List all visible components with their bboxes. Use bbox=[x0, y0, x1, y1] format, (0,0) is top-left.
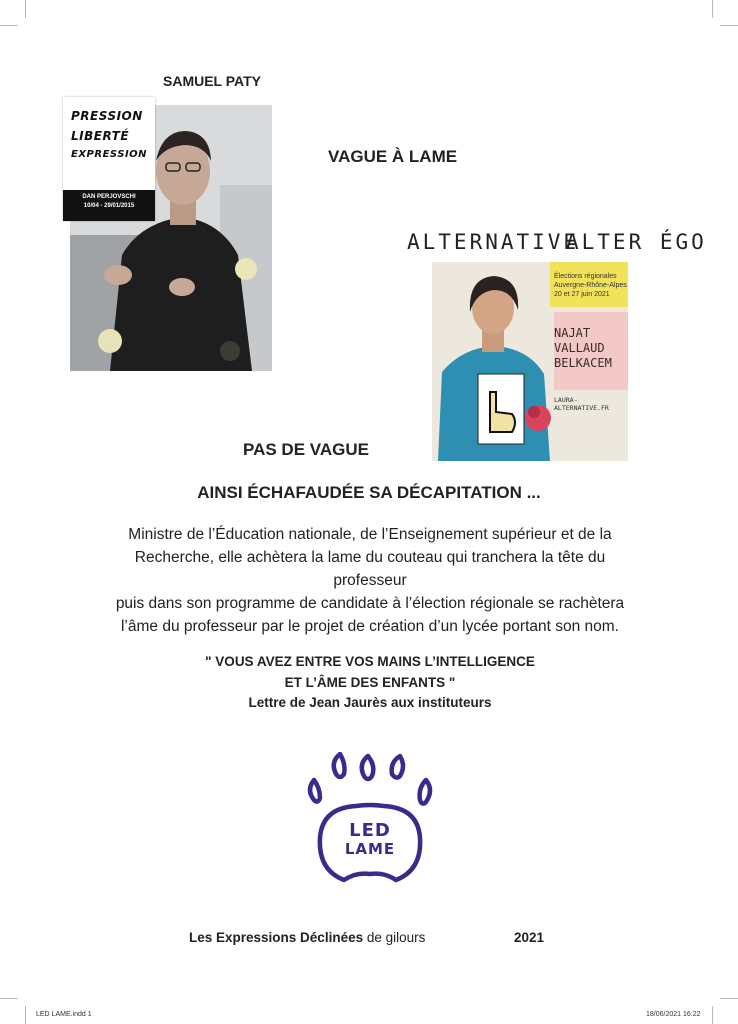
footer-credit-bold: Les Expressions Déclinées bbox=[189, 930, 364, 945]
poster-header-line: Élections régionales bbox=[554, 273, 617, 280]
quote-line-1: " VOUS AVEZ ENTRE VOS MAINS L’INTELLIGENCE bbox=[205, 654, 535, 669]
footer-credit bbox=[189, 930, 425, 945]
poster-header bbox=[554, 272, 627, 299]
samuel-paty-caption: SAMUEL PATY bbox=[163, 73, 262, 89]
logo-line-1: LED bbox=[349, 820, 391, 841]
logo-text bbox=[300, 822, 440, 858]
footer-credit-rest: de gilours bbox=[363, 930, 426, 945]
led-lame-logo bbox=[300, 752, 440, 892]
body-line: Ministre de l’Éducation nationale, de l’Enseignement supérieur et de la bbox=[128, 526, 612, 543]
book-author: DAN PERJOVSCHI bbox=[82, 194, 136, 200]
poster-site: LAURA-ALTERNATIVE.FR bbox=[554, 396, 609, 412]
poster-name-line: BELKACEM bbox=[554, 356, 612, 370]
poster-name bbox=[554, 326, 612, 371]
crop-mark bbox=[0, 25, 18, 26]
campaign-poster bbox=[432, 262, 628, 461]
book-line: EXPRESSION bbox=[71, 149, 148, 160]
body-line: puis dans son programme de candidate à l’élection régionale se rachètera bbox=[115, 595, 625, 612]
slug-file: LED LAME.indd 1 bbox=[36, 1011, 92, 1018]
crop-mark bbox=[712, 0, 713, 18]
crop-mark bbox=[0, 998, 18, 999]
decapitation-headline: AINSI ÉCHAFAUDÉE SA DÉCAPITATION ... bbox=[197, 483, 541, 502]
crop-mark bbox=[25, 1006, 26, 1024]
vague-a-lame-title: VAGUE À LAME bbox=[328, 147, 458, 166]
book-line: PRESSION bbox=[71, 109, 143, 123]
poster-name-line: NAJAT bbox=[554, 326, 591, 340]
book-cover bbox=[63, 97, 155, 221]
quote-attribution: Lettre de Jean Jaurès aux instituteurs bbox=[248, 695, 492, 710]
crop-mark bbox=[712, 1006, 713, 1024]
book-dates: 10/04 - 29/01/2015 bbox=[83, 203, 135, 209]
quote-line-2: ET L’ÂME DES ENFANTS " bbox=[284, 675, 456, 690]
crop-mark bbox=[720, 998, 738, 999]
poster-header-line: 20 et 27 juin 2021 bbox=[554, 291, 610, 298]
slug-datetime: 18/06/2021 16:22 bbox=[646, 1011, 701, 1018]
book-line: LIBERTÉ bbox=[71, 129, 130, 143]
crop-mark bbox=[720, 25, 738, 26]
alternative-label: ALTERNATIVE bbox=[407, 230, 580, 254]
pas-de-vague-title: PAS DE VAGUE bbox=[243, 440, 369, 459]
crop-mark bbox=[25, 0, 26, 18]
book-footer bbox=[63, 190, 155, 221]
body-line: l’âme du professeur par le projet de création d’un lycée portant son nom. bbox=[120, 618, 619, 635]
poster-header-line: Auvergne-Rhône-Alpes bbox=[554, 282, 627, 289]
alter-ego-label: ALTER ÉGO bbox=[566, 230, 707, 254]
footer-year: 2021 bbox=[514, 930, 545, 945]
body-paragraph bbox=[100, 523, 640, 638]
body-line: Recherche, elle achètera la lame du couteau qui tranchera la tête du professeur bbox=[134, 549, 606, 589]
logo-line-2: LAME bbox=[344, 840, 396, 858]
poster-name-line: VALLAUD bbox=[554, 341, 605, 355]
